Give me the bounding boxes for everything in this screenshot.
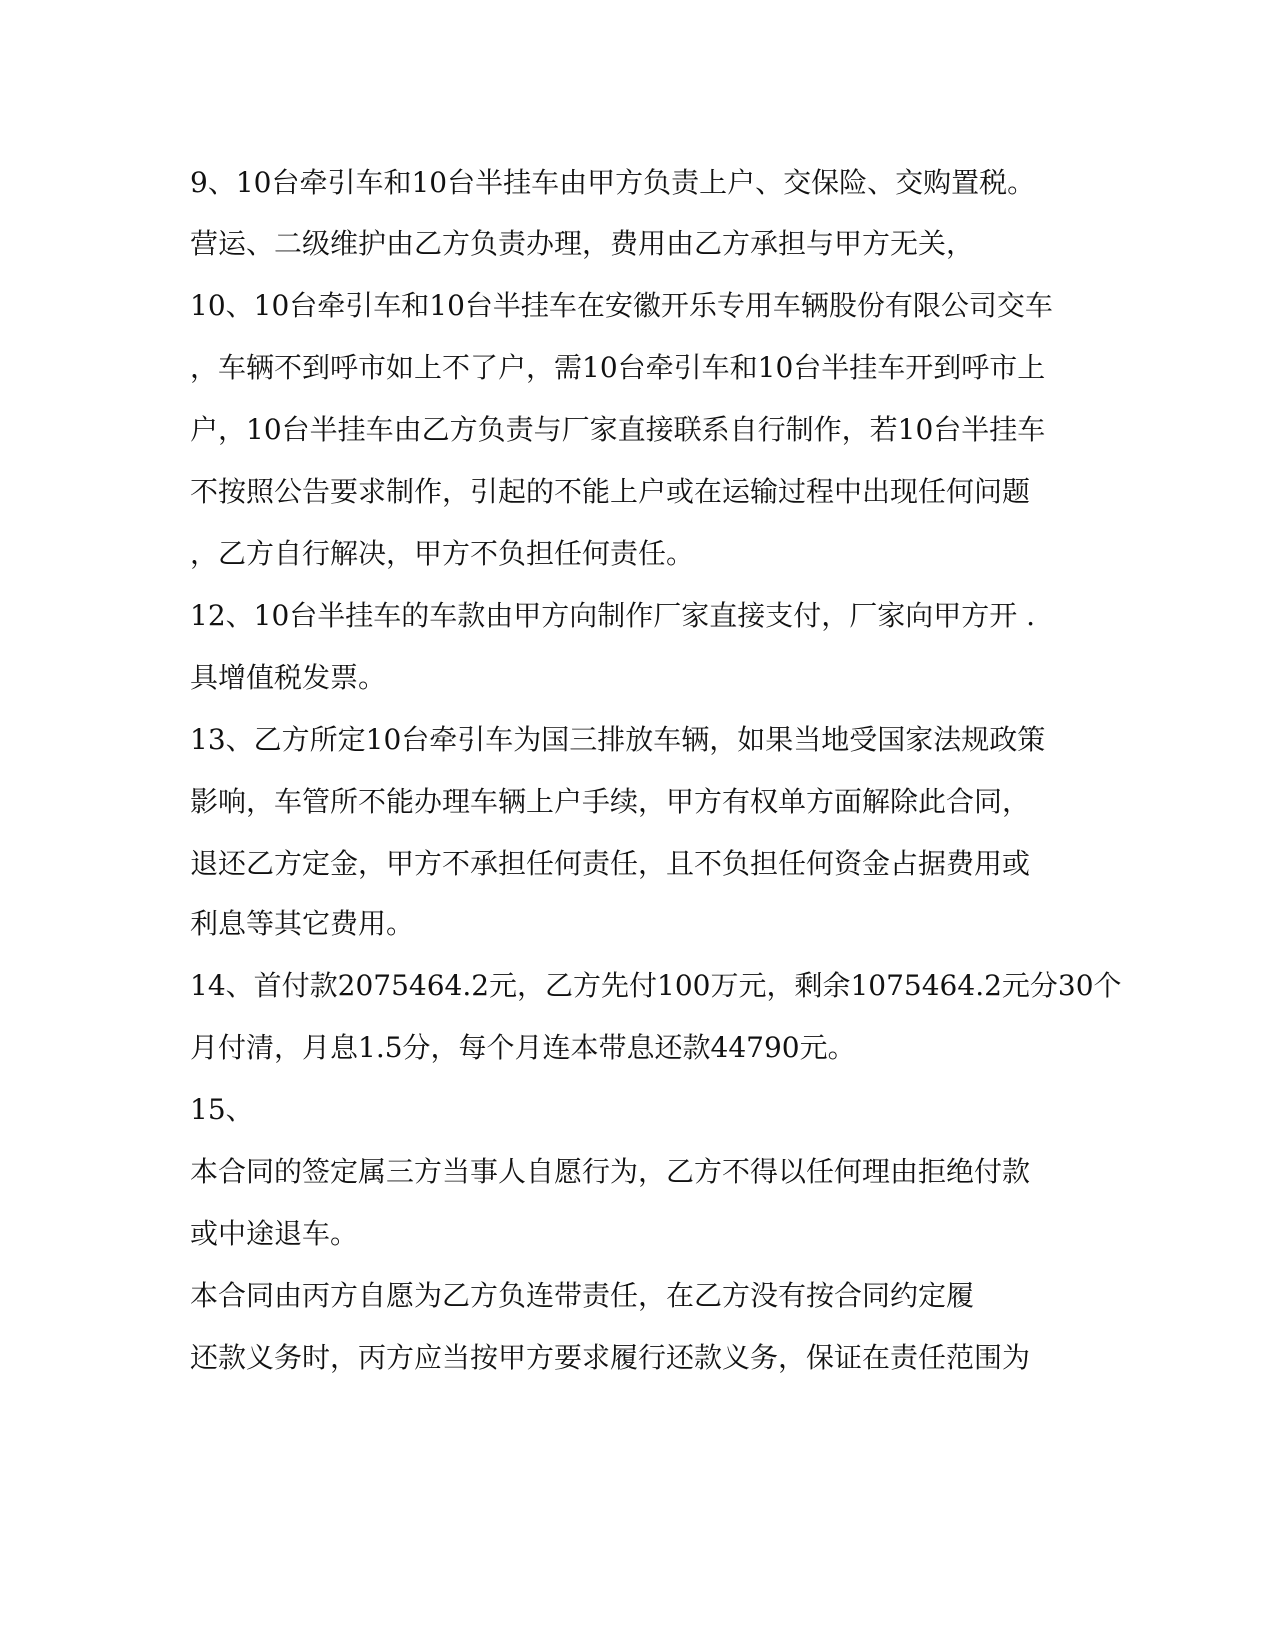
text-line: 具增值税发票。	[190, 661, 387, 694]
text-line: 12、10台半挂车的车款由甲方向制作厂家直接支付，厂家向甲方开 .	[190, 599, 1036, 632]
text-line: ，车辆不到呼市如上不了户，需10台牵引车和10台半挂车开到呼市上	[190, 351, 1046, 384]
text-line: 营运、二级维护由乙方负责办理，费用由乙方承担与甲方无关，	[190, 227, 975, 260]
text-line: 本合同由丙方自愿为乙方负连带责任，在乙方没有按合同约定履	[190, 1279, 975, 1312]
text-line: 或中途退车。	[190, 1217, 359, 1250]
text-line: 退还乙方定金，甲方不承担任何责任，且不负担任何资金占据费用或	[190, 847, 1031, 880]
text-line: ，乙方自行解决，甲方不负担任何责任。	[190, 537, 695, 570]
text-line: 本合同的签定属三方当事人自愿行为，乙方不得以任何理由拒绝付款	[190, 1155, 1031, 1188]
text-line: 月付清，月息1.5分，每个月连本带息还款44790元。	[190, 1031, 856, 1064]
text-line: 10、10台牵引车和10台半挂车在安徽开乐专用车辆股份有限公司交车	[190, 289, 1053, 322]
text-line: 影响，车管所不能办理车辆上户手续，甲方有权单方面解除此合同，	[190, 785, 1031, 818]
text-line: 15、	[190, 1093, 254, 1126]
text-line: 9、10台牵引车和10台半挂车由甲方负责上户、交保险、交购置税。	[190, 166, 1036, 199]
text-line: 13、乙方所定10台牵引车为国三排放车辆，如果当地受国家法规政策	[190, 723, 1046, 756]
text-line: 还款义务时，丙方应当按甲方要求履行还款义务，保证在责任范围为	[190, 1341, 1031, 1374]
text-line: 户，10台半挂车由乙方负责与厂家直接联系自行制作，若10台半挂车	[190, 413, 1046, 446]
text-line: 利息等其它费用。	[190, 907, 415, 940]
text-line: 14、首付款2075464.2元，乙方先付100万元，剩余1075464.2元分30个	[190, 969, 1122, 1002]
text-line: 不按照公告要求制作，引起的不能上户或在运输过程中出现任何问题	[190, 475, 1031, 508]
